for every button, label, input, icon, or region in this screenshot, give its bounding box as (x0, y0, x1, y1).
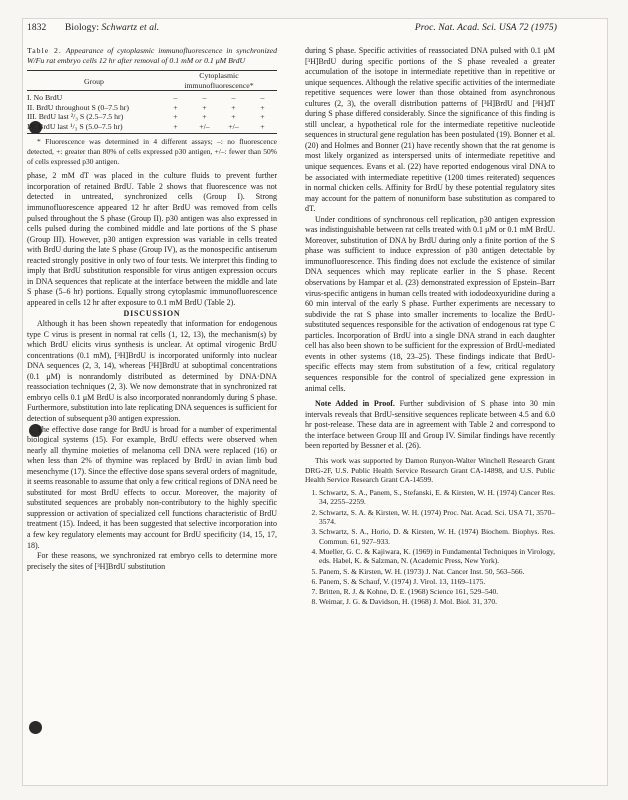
table-caption (27, 46, 277, 66)
reference-item: 1. Schwartz, S. A., Panem, S., Stefanski, E. & Kirsten, W. H. (1974) Cancer Res. 34, 2255–2259. (319, 488, 555, 507)
table-cell: + (202, 112, 207, 121)
table-cell: + (231, 102, 236, 112)
table-row (27, 103, 277, 113)
table-cell: + (173, 102, 178, 112)
table-cell: + (248, 122, 277, 134)
body-paragraph: during S phase. Specific activities of reassociated DNA pulsed with 0.1 μM [³H]BrdU during specific portions of the S phase revealed a greater accumulation of the isotope in intermediate repetitive than in repetitive or unique sequences. Although the relative specific activities of the intermediate repetitive sequences were lower than those obtained from asynchronous cultures (2, 3), the overall distribution patterns of [³H]BrdU and [³H]dT during S phase differed considerably. Since the significance of this finding is still unclear, a hypothetical role for the intermediate repetitive nucleotide sequences in structural gene regulation has been postulated (19). Bonner et al. (20) and Holmes and Bonner (21) have recently shown that the rat genome is most likely organized as interspersed units of intermediate repetitive and unique sequences. Evans et al. (22) have reported endogenous viral DNA to be associated with intermediate repetitive (1200 times reiterated) sequences in normal chicken cells. Affinity for BrdU by these potential regulatory sites may account for the pattern of nonuniform base substitution as compared to dT. (305, 46, 555, 214)
right-column (305, 46, 555, 608)
table-cell: – (219, 91, 248, 103)
table-header-cytoplasmic: Cytoplasmic immunofluorescence* (161, 71, 277, 91)
reference-item: 2. Schwartz, S. A. & Kirsten, W. H. (1974) Proc. Nat. Acad. Sci. USA 71, 3570–3574. (319, 508, 555, 527)
note-added-in-proof (305, 399, 555, 452)
running-header (27, 23, 557, 37)
table-cell-group: II. BrdU throughout S (0–7.5 hr) (27, 102, 129, 112)
table-caption-text: Appearance of cytoplasmic immunofluorescence in synchronized W/Fu rat embryo cells 12 hr after removal of 0.1 mM or 0.1 μM BrdU (27, 46, 278, 65)
table-cell: + (202, 102, 207, 112)
table-cell: + (173, 112, 178, 121)
table-cell: + (231, 112, 236, 121)
body-paragraph: For these reasons, we synchronized rat embryo cells to determine more precisely the sites of [³H]BrdU substitution (27, 551, 277, 571)
reference-item: 5. Panem, S. & Kirsten, W. H. (1973) J. Nat. Cancer Inst. 50, 563–566. (319, 567, 555, 576)
table-cell: – (161, 91, 190, 103)
note-text: Further subdivision of S phase into 30 min intervals reveals that BrdU-sensitive sequences replicate between 4.5 and 6.0 hr post-release. These data are in agreement with Table 2 and correspond to the interface between Group III and Group IV. Similar findings have recently been reported by Bessner et al. (26). (305, 399, 556, 451)
table-cell: + (161, 122, 190, 134)
table-footnote: * Fluorescence was determined in 4 different assays; –: no fluorescence detected, +: greater than 80% of cells expressed p30 antigen, +/–: fewer than 50% of cells expressed p30 antigen. (27, 137, 277, 166)
data-table (27, 70, 277, 134)
authors: Schwartz et al. (101, 23, 160, 33)
table-cell: +/– (219, 122, 248, 134)
table-cell-group: III. BrdU last ²/₃ S (2.5–7.5 hr) (27, 112, 124, 121)
body-paragraph: phase, 2 mM dT was placed in the culture fluids to prevent further incorporation of retained BrdU. Table 2 shows that fluorescence was not detected in untreated, synchronized cells (Group I). Strong immunofluorescence appeared 12 hr after BrdU was removed from cells pulsed throughout the S phase (Group II). p30 antigen was also expressed in cells pulsed during the combined middle and late portions of the S phase (Group III). However, p30 antigen expression was variable in cells treated with BrdU during the late S phase (Group IV), as the monospecific antiserum reacted strongly positive in only two of four tests. We interpret this finding to imply that BrdU substitution responsible for virus antigen expression occurs in DNA sequences that replicate at the interface between the middle and late S phase (5–6 hr) portions. Equally strong cytoplasmic immunofluorescence appeared in cells 12 hr after exposure to 0.1 mM BrdU (Table 2). (27, 171, 277, 307)
reference-item: 7. Britten, R. J. & Kohne, D. E. (1968) Science 161, 529–540. (319, 587, 555, 596)
table-cell: – (190, 91, 219, 103)
table-cell: – (248, 91, 277, 103)
section-heading-discussion: DISCUSSION (123, 308, 181, 318)
acknowledgement: This work was supported by Damon Runyon-Walter Winchell Research Grant DRG-2F, U.S. Public Health Service Research Grant CA-14898, and U.S. Public Health Service Research Grant CA-14599. (305, 455, 555, 485)
table-cell: + (260, 102, 265, 112)
binding-hole-bottom (29, 721, 42, 734)
table-row (27, 91, 277, 103)
section-and-authors (65, 23, 159, 33)
reference-list (305, 488, 555, 607)
journal-citation: Proc. Nat. Acad. Sci. USA 72 (1975) (414, 23, 557, 33)
table-label: Table 2. (27, 46, 62, 55)
body-paragraph: Although it has been shown repeatedly that information for endogenous type C virus is present in normal rat cells (1, 12, 13), the mechanism(s) by which BrdU elicits virus synthesis is unclear. At optimal virogenic BrdU concentrations (0.1 mM), [³H]BrdU is incorporated uniformly into nuclear DNA sequences (2, 3, 14), whereas [³H]BrdU at suboptimal concentrations (0.1 μM) is nonrandomly distributed as determined by DNA·DNA reassociation techniques (2, 3). We now demonstrate that in synchronized rat embryo cells 0.1 μM BrdU is also incorporated nonrandomly during S phase. Furthermore, substitution into late replicating DNA sequences is sufficient for detection of subsequent p30 antigen expression. (27, 319, 277, 423)
body-paragraph: The effective dose range for BrdU is broad for a number of experimental biological systems (15). For example, BrdU effects were observed when nearly all thymine moieties of melanoma cell DNA were replaced (16) or when less than 2% of thymine was replaced by BrdU in avian limb bud mesenchyme (17). Since the effective dose spans several orders of magnitude, it seems reasonable to assume that only a few critical regions of DNA need be substituted for most BrdU effects to occur. Moreover, the majority of substituted sequences are probably non-contributory to the highly specific suppression or activation of specialized cell functions characteristic of BrdU treatment (15). Indeed, it has been suggested that selective incorporation into a few key regulatory elements may account for BrdU specificity (14, 15, 17, 18). (27, 424, 277, 550)
note-label: Note Added in Proof. (315, 399, 395, 409)
section-label: Biology: (65, 23, 100, 33)
page-number: 1832 (27, 23, 47, 33)
reference-item: 8. Weimar, J. G. & Davidson, H. (1968) J. Mol. Biol. 31, 370. (319, 597, 555, 606)
reference-item: 6. Panem, S. & Schauf, V. (1974) J. Virol. 13, 1169–1175. (319, 577, 555, 586)
reference-item: 4. Mueller, G. C. & Kajiwara, K. (1969) in Fundamental Techniques in Virology, eds. Habel, K. & Salzman, N. (Academic Press, New York). (319, 547, 555, 566)
table-cell: +/– (190, 122, 219, 134)
table-cell: + (260, 112, 265, 121)
table-cell-group: I. No BrdU (27, 91, 161, 103)
left-column (27, 46, 277, 572)
table-cell-group: IV. BrdU last ¹/₃ S (5.0–7.5 hr) (27, 122, 161, 134)
table-row (27, 122, 277, 134)
table-row (27, 112, 277, 122)
reference-item: 3. Schwartz, S. A., Horio, D. & Kirsten, W. H. (1974) Biochem. Biophys. Res. Commun. 61, 927–933. (319, 527, 555, 546)
body-paragraph: Under conditions of synchronous cell replication, p30 antigen expression was indistinguishable between rat cells treated with 0.1 μM or 0.1 mM BrdU. Moreover, substitution of DNA by BrdU during only a finite portion of the S phase was sufficient to induce expression of p30 antigen detectable by immunofluorescence. This finding does not exclude the existence of similar DNA sequences which may replicate earlier in the S phase. Recent observations by Hampar et al. (23) demonstrated expression of Epstein–Barr virus-specific antigens in human cells treated with iododeoxyuridine during a 60 min interval of the early S phase. Further experiments are necessary to subdivide the rat S phase into smaller increments to localize the BrdU-substituted sequences responsible for the activation of endogenous rat type C particles. Incorporation of BrdU into a single DNA strand in each daughter cell has also been shown to be sufficient for the expression of BrdU-mediated events in other systems (18, 23–25). These findings indicate that BrdU-specific effects may stem from substitution of a few, critical regulatory sequences responsible for the control of specialized gene expression in animal cells. (305, 214, 555, 393)
table-header-group: Group (27, 71, 161, 91)
